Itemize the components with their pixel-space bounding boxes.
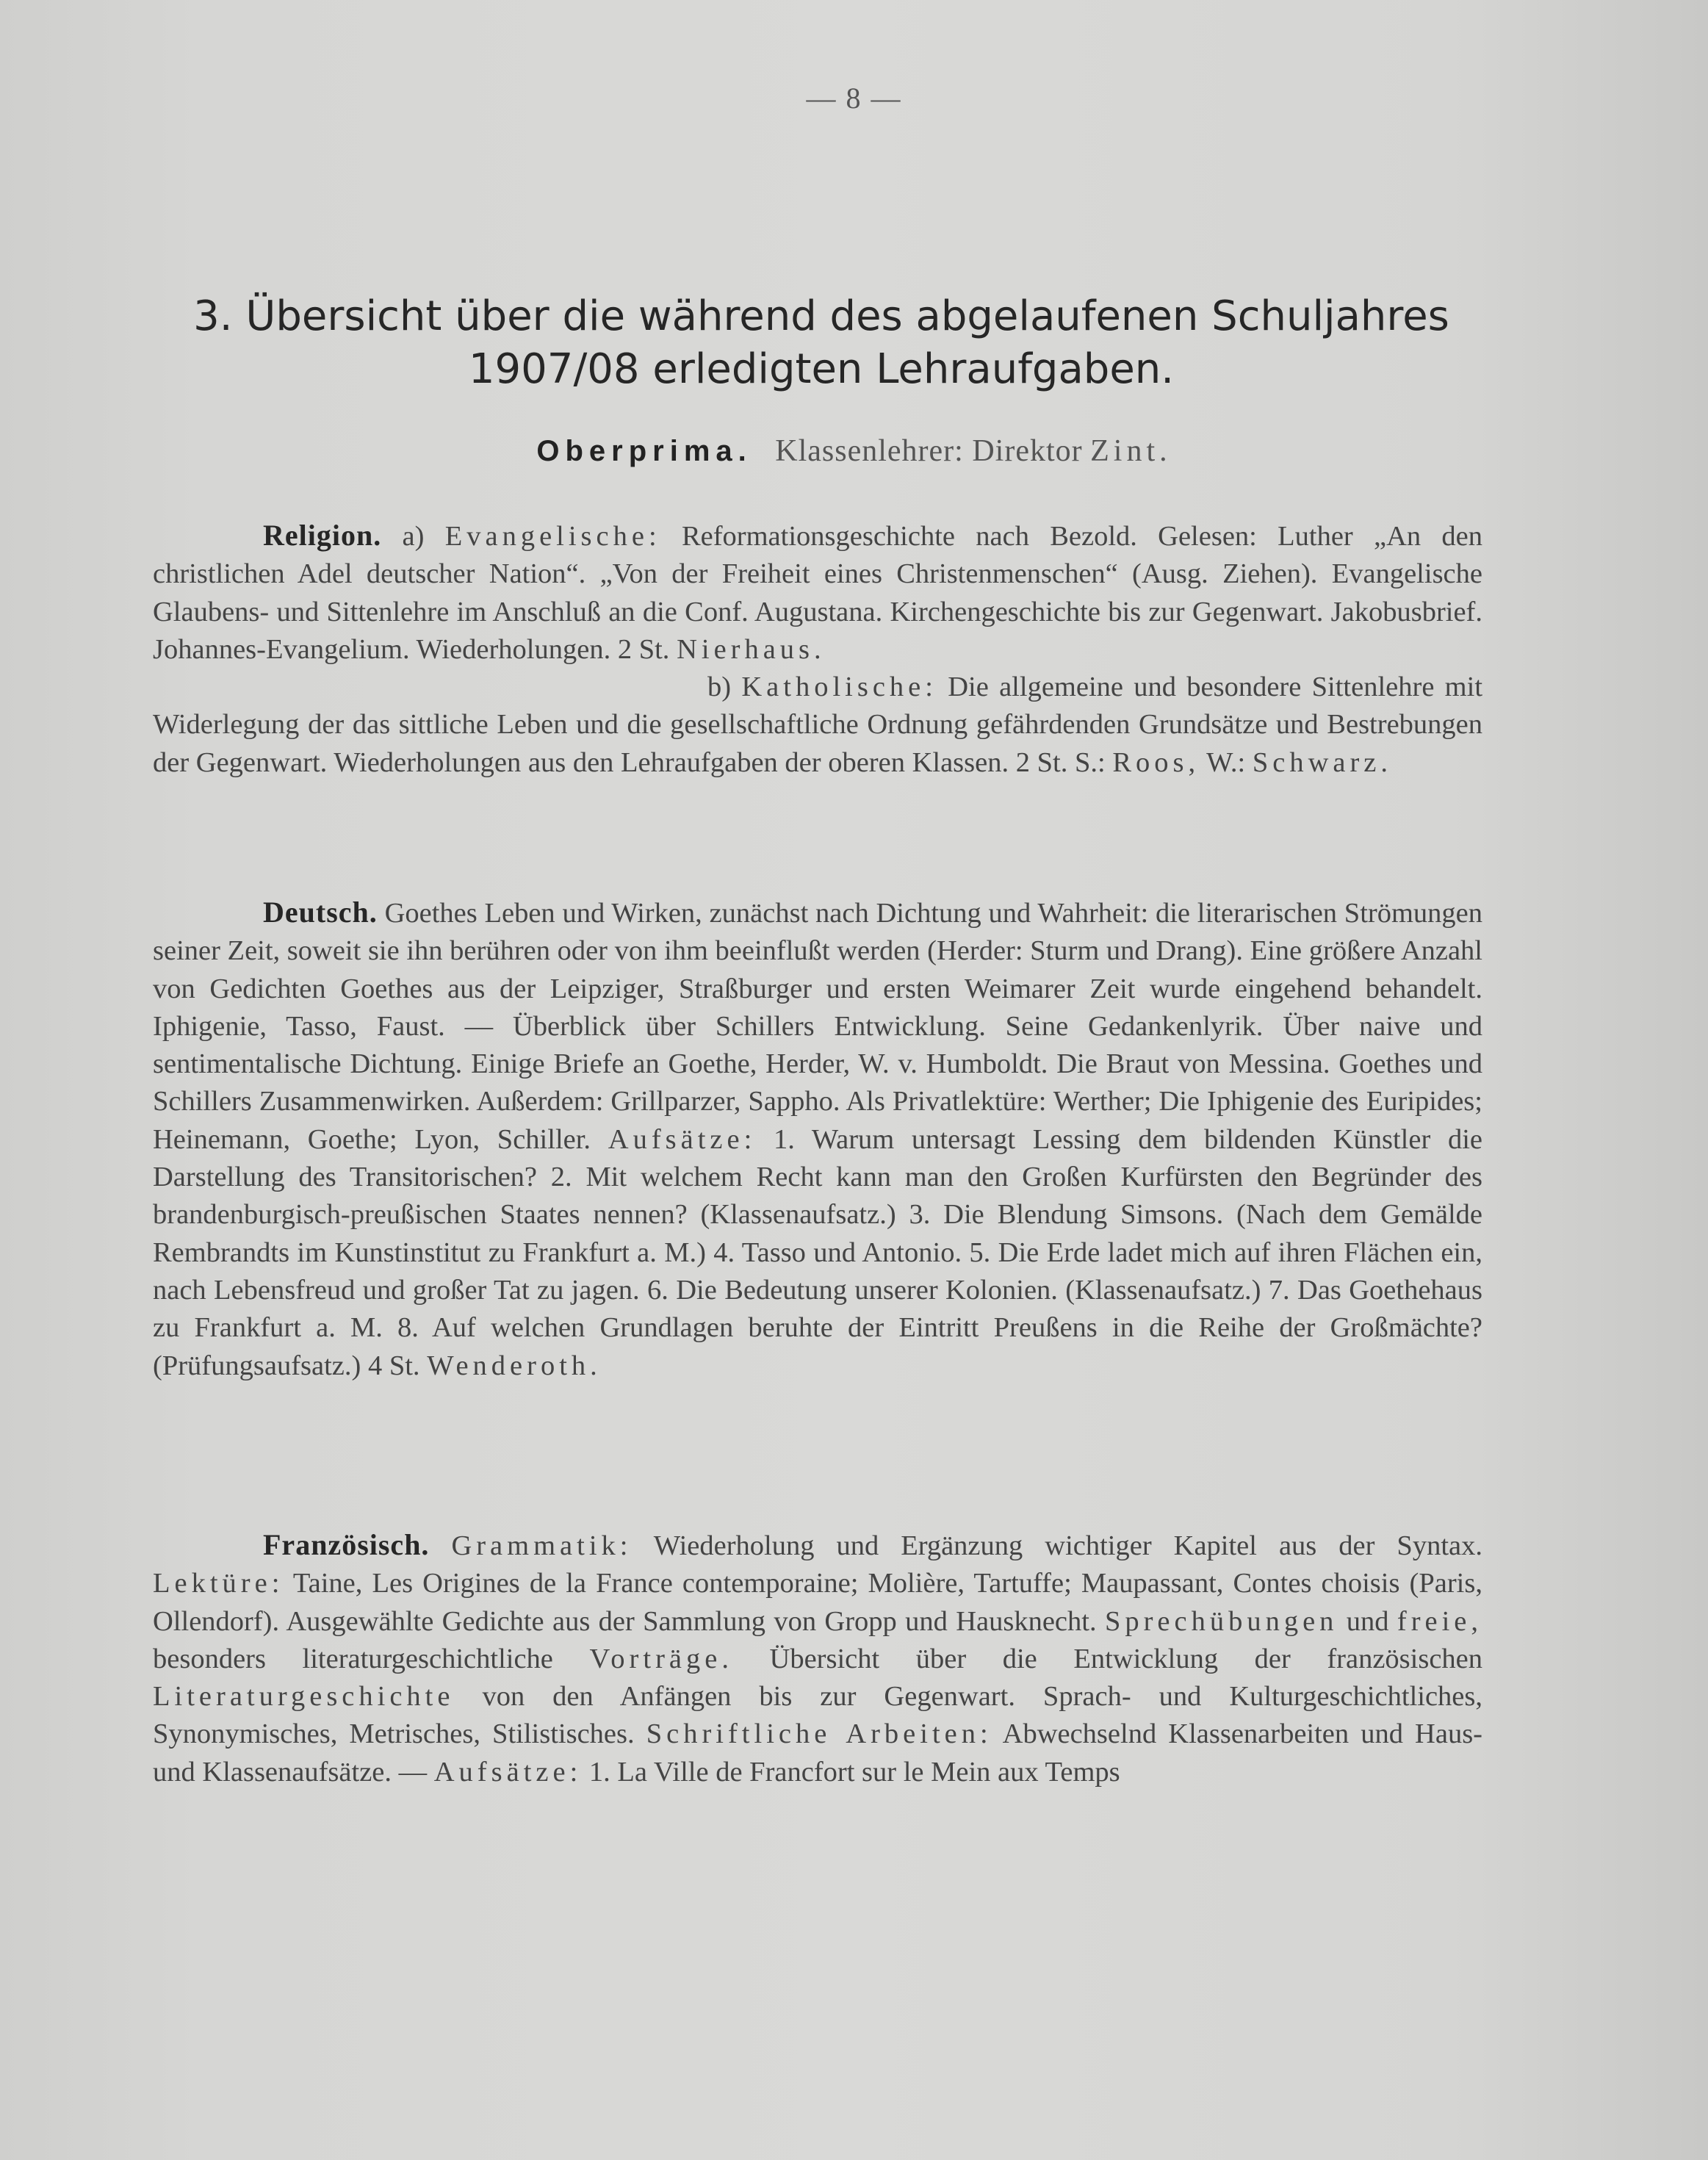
religion-b-intro: b) xyxy=(707,672,732,703)
religion-b-teacher-s: Roos, xyxy=(1112,746,1200,778)
franzoesisch-grammatik-text: Wiederholung und Ergänzung wichtiger Kapitel aus der Syntax. xyxy=(653,1530,1482,1561)
religion-b-text: Die allgemeine und besondere Sittenlehre mit Widerlegung der das sittliche Leben und die gesellschaftliche Ordnung gefährdenden Grundsätze und Bestrebungen der Gegenwart. Wiederholungen aus den Lehraufgaben der oberen Klassen. 2 St. xyxy=(153,672,1483,778)
religion-b-teacher-w: Schwarz. xyxy=(1252,746,1393,778)
franzoesisch-vortraege-label: Vorträge. xyxy=(589,1643,733,1674)
franzoesisch-section xyxy=(153,1526,1482,1791)
section-title xyxy=(153,290,1490,396)
class-name: Oberprima. xyxy=(536,435,752,467)
class-heading xyxy=(0,433,1708,469)
franzoesisch-sprech-text: besonders literaturgeschichtliche xyxy=(153,1643,553,1674)
franzoesisch-aufsaetze-text: 1. La Ville de Francfort sur le Mein aux Temps xyxy=(588,1756,1120,1788)
franzoesisch-heading: Französisch. xyxy=(263,1528,430,1561)
religion-paragraph-a xyxy=(153,516,1482,669)
franzoesisch-aufsaetze-label: Aufsätze: xyxy=(433,1756,583,1788)
deutsch-teacher: Wenderoth. xyxy=(427,1350,602,1381)
religion-paragraph-b xyxy=(153,669,1482,782)
franzoesisch-sprech-label: Sprechübungen xyxy=(1104,1605,1338,1637)
title-line-2: 1907/08 erledigten Lehraufgaben. xyxy=(468,345,1175,393)
religion-a-text: Reformationsgeschichte nach Bezold. Gelesen: Luther „An den christlichen Adel deutscher Nation“. „Von der Freiheit eines Christenmenschen“ (Ausg. Ziehen). Evangelische Glaubens- und Sittenlehre im Anschluß an die Conf. Augustana. Kirchengeschichte bis zur Gegenwart. Jakobusbrief. Johannes-Evangelium. Wiederholungen. 2 St. xyxy=(153,521,1483,665)
deutsch-text-2: 1. Warum untersagt Lessing dem bildenden Künstler die Darstellung des Transitorischen? 2. Mit welchem Recht kann man den Großen Kurfürsten den Begründer des brandenburgisch-preußischen Staates nennen? (Klassenaufsatz.) 3. Die Blendung Simsons. (Nach dem Gemälde Rembrandts im Kunstinstitut zu Frankfurt a. M.) 4. Tasso und Antonio. 5. Die Erde ladet mich auf ihren Flächen ein, nach Lebensfreud und großer Tat zu jagen. 6. Die Bedeutung unserer Kolonien. (Klassenaufsatz.) 7. Das Goethehaus zu Frankfurt a. M. 8. Auf welchen Grundlagen beruhte der Eintritt Preußens in die Reihe der Großmächte? (Prüfungsaufsatz.) 4 St. xyxy=(153,1123,1482,1381)
deutsch-heading: Deutsch. xyxy=(263,896,378,929)
religion-a-label: Evangelische: xyxy=(444,521,661,552)
religion-heading: Religion. xyxy=(263,519,382,552)
franzoesisch-lektuere-label: Lektüre: xyxy=(153,1568,284,1599)
franzoesisch-grammatik-label: Grammatik: xyxy=(451,1530,633,1561)
franzoesisch-schriftl-text: Abwechselnd Klassenarbeiten und Haus- und Klassenaufsätze. — xyxy=(153,1718,1482,1788)
religion-b-teacher-w-label: W.: xyxy=(1206,746,1246,778)
franzoesisch-lektuere-text: Taine, Les Origines de la France contemporaine; Molière, Tartuffe; Maupassant, Contes choisis (Paris, Ollendorf). Ausgewählte Gedichte aus der Sammlung von Gropp und Hausknecht. xyxy=(153,1568,1482,1637)
franzoesisch-uebersicht-text: Übersicht über die Entwicklung der französischen xyxy=(769,1643,1483,1674)
franzoesisch-freie-label: freie, xyxy=(1397,1605,1483,1637)
religion-b-label: Katholische: xyxy=(741,672,937,703)
class-teacher-name: Zint. xyxy=(1090,434,1172,468)
religion-a-intro: a) xyxy=(402,521,425,552)
religion-b-teacher-s-label: S.: xyxy=(1074,746,1106,778)
deutsch-text-1: Goethes Leben und Wirken, zunächst nach Dichtung und Wahrheit: die literarischen Strömungen seiner Zeit, soweit sie ihn berühren oder von ihm beeinflußt werden (Herder: Sturm und Drang). Eine größere Anzahl von Gedichten Goethes aus der Leipziger, Straßburger und ersten Weimarer Zeit wurde eingehend behandelt. Iphigenie, Tasso, Faust. — Überblick über Schillers Entwicklung. Seine Gedankenlyrik. Über naive und sentimentalische Dichtung. Einige Briefe an Goethe, Herder, W. v. Humboldt. Die Braut von Messina. Goethes und Schillers Zusammenwirken. Außerdem: Grillparzer, Sappho. Als Privatlektüre: Werther; Die Iphigenie des Euripides; Heinemann, Goethe; Lyon, Schiller. xyxy=(153,898,1483,1155)
deutsch-section xyxy=(153,893,1482,1385)
deutsch-aufsaetze-label: Aufsätze: xyxy=(608,1123,757,1155)
title-line-1: 3. Übersicht über die während des abgelaufenen Schuljahres xyxy=(193,292,1449,340)
deutsch-paragraph xyxy=(153,893,1482,1385)
franzoesisch-litgesch-text: von den Anfängen bis zur Gegenwart. Sprach- und Kulturgeschichtliches, Synonymisches, Metrisches, Stilistisches. xyxy=(153,1681,1482,1750)
franzoesisch-schriftl-label: Schriftliche Arbeiten: xyxy=(646,1718,992,1750)
religion-a-teacher: Nierhaus. xyxy=(677,633,826,665)
page-number: — 8 — xyxy=(806,82,902,115)
franzoesisch-paragraph xyxy=(153,1526,1482,1791)
class-teacher-label: Klassenlehrer: Direktor xyxy=(775,434,1083,468)
franzoesisch-und: und xyxy=(1346,1605,1389,1637)
religion-section xyxy=(153,516,1482,782)
franzoesisch-litgesch-label: Literaturgeschichte xyxy=(153,1681,455,1713)
